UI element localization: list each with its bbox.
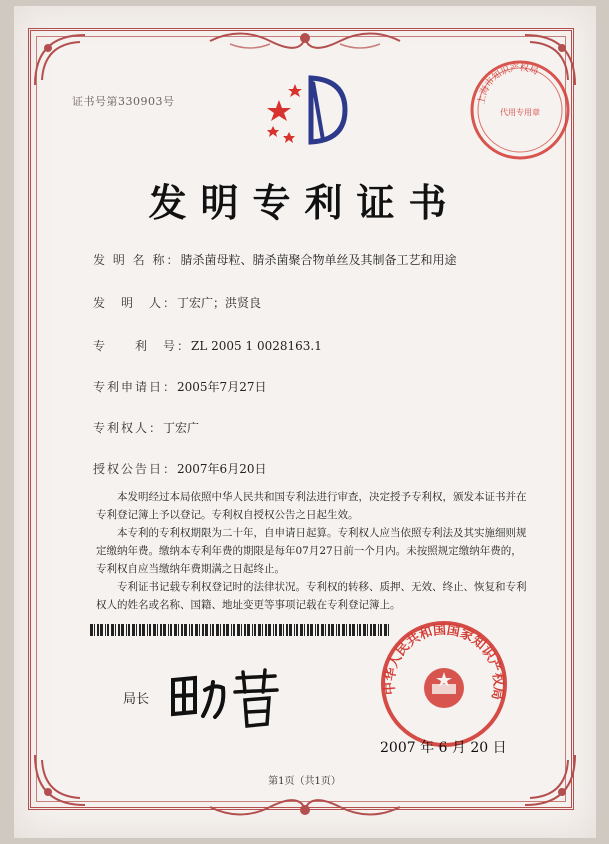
barcode-bar — [247, 624, 250, 636]
barcode-bar — [115, 624, 116, 636]
barcode-bar — [336, 624, 337, 636]
barcode-bar — [296, 624, 298, 636]
barcode-bar — [373, 624, 376, 636]
bottom-ornament — [200, 792, 410, 822]
field-value: 2007年6月20日 — [177, 462, 267, 476]
barcode-bar — [153, 624, 156, 636]
barcode-bar — [121, 624, 124, 636]
barcode-bar — [279, 624, 282, 636]
barcode-bar — [289, 624, 292, 636]
barcode-bar — [352, 624, 355, 636]
director-signature — [165, 662, 285, 732]
national-emblem-icon — [424, 668, 464, 708]
barcode-bar — [286, 624, 288, 636]
certificate-number: 证书号第330903号 — [72, 95, 175, 108]
field-label: 专利申请日： — [93, 380, 178, 394]
page-number: 第1页（共1页） — [268, 776, 341, 787]
barcode-bar — [283, 624, 284, 636]
barcode-bar — [189, 624, 190, 636]
field-label: 发 明 人： — [93, 296, 178, 310]
field-label: 专利权人： — [93, 421, 164, 435]
barcode-bar — [328, 624, 330, 636]
barcode-bar — [160, 624, 162, 636]
barcode-bar — [237, 624, 240, 636]
barcode-bar — [252, 624, 253, 636]
barcode-bar — [223, 624, 225, 636]
barcode-bar — [184, 624, 187, 636]
barcode-bar — [220, 624, 221, 636]
certificate-body — [96, 488, 531, 614]
body-paragraph: 专利证书记载专利权登记时的法律状况。专利权的转移、质押、无效、终止、恢复和专利权人的姓名或名称、国籍、地址变更等事项记载在专利登记簿上。 — [96, 581, 527, 611]
barcode — [90, 624, 390, 636]
barcode-bar — [105, 624, 106, 636]
barcode-bar — [210, 624, 211, 636]
barcode-bar — [163, 624, 166, 636]
barcode-bar — [254, 624, 256, 636]
barcode-bar — [168, 624, 169, 636]
field-patent-no — [93, 337, 322, 354]
barcode-bar — [97, 624, 99, 636]
barcode-bar — [338, 624, 340, 636]
barcode-bar — [317, 624, 319, 636]
field-value: 2005年7月27日 — [177, 380, 267, 394]
director-label: 局长 — [123, 692, 150, 707]
barcode-bar — [321, 624, 324, 636]
field-value: 腈杀菌母粒、腈杀菌聚合物单丝及其制备工艺和用途 — [180, 253, 457, 267]
official-seal — [378, 618, 510, 750]
field-invention-name — [93, 251, 456, 268]
barcode-bar — [199, 624, 200, 636]
barcode-bar — [307, 624, 309, 636]
barcode-bar — [315, 624, 316, 636]
corner-ornament-tl — [30, 30, 90, 90]
field-patentee — [93, 419, 199, 436]
barcode-bar — [178, 624, 179, 636]
barcode-bar — [212, 624, 214, 636]
barcode-bar — [147, 624, 148, 636]
field-value: ZL 2005 1 0028163.1 — [191, 339, 322, 353]
barcode-bar — [258, 624, 261, 636]
barcode-bar — [231, 624, 232, 636]
field-label: 授权公告日： — [93, 462, 178, 476]
barcode-bar — [195, 624, 198, 636]
barcode-bar — [370, 624, 372, 636]
field-grant-date — [93, 460, 266, 477]
field-label: 发 明 名 称： — [93, 253, 181, 267]
barcode-bar — [202, 624, 204, 636]
barcode-bar — [357, 624, 358, 636]
barcode-bar — [300, 624, 303, 636]
barcode-bar — [268, 624, 271, 636]
barcode-bar — [136, 624, 137, 636]
barcode-bar — [310, 624, 313, 636]
field-application-date — [93, 378, 266, 395]
barcode-bar — [139, 624, 141, 636]
barcode-bar — [273, 624, 274, 636]
barcode-bar — [226, 624, 229, 636]
certificate-title: 发明专利证书 — [148, 180, 461, 225]
barcode-bar — [367, 624, 368, 636]
barcode-bar — [111, 624, 114, 636]
barcode-bar — [90, 624, 93, 636]
top-ornament — [200, 26, 410, 56]
barcode-bar — [331, 624, 334, 636]
body-paragraph: 本专利的专利权期限为二十年，自申请日起算。专利权人应当依照专利法及其实施细则规定缴纳年费。缴纳本专利年费的期限是每年07月27日前一个月内。未按照规定缴纳年费的，专利权自应当缴纳年费期满之日起终止。 — [96, 527, 527, 575]
barcode-bar — [304, 624, 305, 636]
issue-date: 2007 年 6 月 20 日 — [380, 740, 507, 756]
barcode-bar — [174, 624, 177, 636]
barcode-bar — [181, 624, 183, 636]
barcode-bar — [346, 624, 347, 636]
barcode-bar — [294, 624, 295, 636]
dept-seal-inner-text: 代用专用章 — [500, 108, 540, 117]
barcode-bar — [132, 624, 135, 636]
barcode-bar — [157, 624, 158, 636]
barcode-bar — [205, 624, 208, 636]
field-value: 丁宏广 — [163, 421, 200, 435]
barcode-bar — [359, 624, 361, 636]
svg-text:中华人民共和国国家知识产权局: 中华人民共和国国家知识产权局 — [382, 622, 506, 701]
barcode-bar — [216, 624, 219, 636]
barcode-bar — [170, 624, 172, 636]
field-label: 专 利 号： — [93, 339, 192, 353]
barcode-bar — [244, 624, 246, 636]
department-seal — [465, 55, 575, 165]
field-inventors — [93, 294, 261, 311]
barcode-bar — [241, 624, 242, 636]
barcode-bar — [325, 624, 326, 636]
barcode-bar — [342, 624, 345, 636]
barcode-bar — [191, 624, 193, 636]
barcode-bar — [233, 624, 235, 636]
barcode-bar — [262, 624, 263, 636]
barcode-bar — [94, 624, 95, 636]
field-value: 丁宏广；洪贤良 — [177, 296, 262, 310]
barcode-bar — [126, 624, 127, 636]
patent-office-emblem-icon — [265, 70, 355, 150]
barcode-bar — [275, 624, 277, 636]
barcode-bar — [149, 624, 151, 636]
barcode-bar — [265, 624, 267, 636]
svg-text:上海市知识产权局: 上海市知识产权局 — [476, 63, 540, 106]
barcode-bar — [349, 624, 351, 636]
body-paragraph: 本发明经过本局依照中华人民共和国专利法进行审查，决定授予专利权，颁发本证书并在专利登记簿上予以登记。专利权自授权公告之日起生效。 — [96, 491, 527, 521]
barcode-bar — [363, 624, 366, 636]
barcode-bar — [100, 624, 103, 636]
barcode-bar — [118, 624, 120, 636]
barcode-bar — [142, 624, 145, 636]
barcode-bar — [128, 624, 130, 636]
barcode-bar — [107, 624, 109, 636]
